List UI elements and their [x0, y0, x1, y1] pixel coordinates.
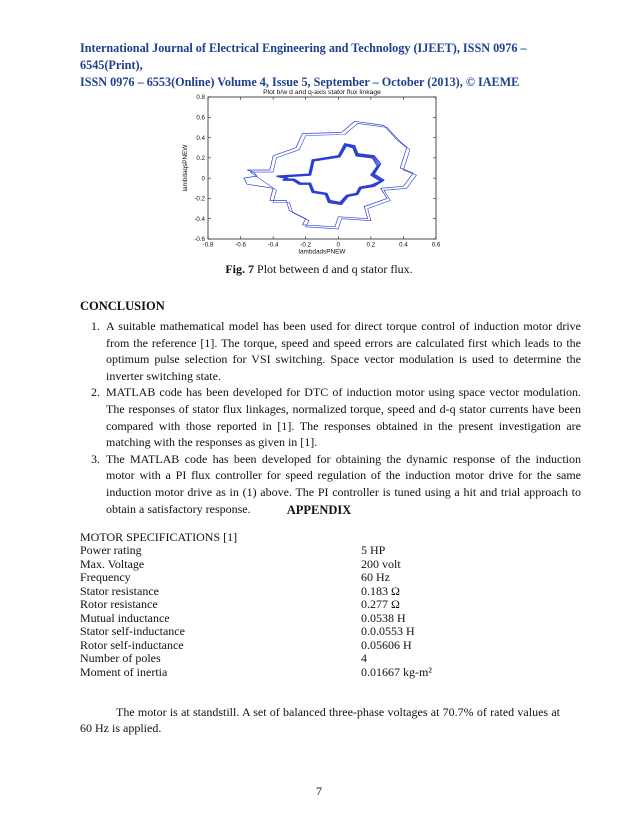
y-tick-label: -0.6	[194, 236, 205, 244]
y-tick-label: -0.2	[194, 195, 205, 203]
spec-value: 0.0538 H	[361, 610, 406, 625]
x-tick-label: -0.8	[202, 241, 214, 249]
x-tick-label: 0.2	[366, 241, 376, 249]
conclusion-item-2: 2. MATLAB code has been developed for DTC of induction motor using space vector modulation. The responses of stator flux linkages, normalized torque, speed and d-q stator currents have been compared with those reported in [1]. The responses obtained in the present investigation are matching with the responses as given in [1].	[103, 384, 581, 450]
spec-value: 5 HP	[361, 543, 386, 557]
spec-row	[80, 639, 560, 653]
appendix-paragraph: The motor is at standstill. A set of balanced three-phase voltages at 70.7% of rated values at 60 Hz is applied.	[80, 705, 560, 735]
figure-caption-text: Plot between d and q stator flux.	[254, 262, 413, 276]
x-tick-label: -0.6	[235, 241, 246, 249]
y-axis-label: lambdaqsPNEW	[182, 144, 189, 192]
spec-row	[80, 598, 560, 612]
spec-value: 200 volt	[361, 556, 401, 571]
spec-row	[80, 666, 560, 680]
spec-name: Max. Voltage	[80, 556, 145, 571]
page-number: 7	[316, 784, 322, 798]
journal-header-line-2: ISSN 0976 – 6553(Online) Volume 4, Issue 5, September – October (2013), © IAEME	[80, 75, 520, 89]
spec-value: 4	[361, 651, 367, 665]
motor-specifications-heading: MOTOR SPECIFICATIONS [1]	[80, 530, 238, 544]
chart-title: Plot b/w d and q-axis stator flux linkage	[263, 89, 381, 96]
spec-value: 0.05606 H	[361, 637, 412, 652]
journal-header	[80, 40, 560, 91]
flux-plot-svg	[178, 85, 448, 257]
spec-name: Stator resistance	[80, 583, 159, 598]
x-axis-label: lambdadsPNEW	[298, 248, 346, 256]
spec-value: 0.183 Ω	[361, 583, 400, 598]
x-tick-label: 0.6	[431, 241, 441, 249]
spec-row	[80, 612, 560, 626]
y-tick-label: 0.8	[196, 94, 205, 102]
conclusion-list	[82, 318, 581, 517]
plot-area	[208, 97, 436, 239]
spec-value: 0.0.0553 H	[361, 624, 415, 638]
x-tick-label: 0	[336, 241, 341, 249]
appendix-heading: APPENDIX	[286, 503, 352, 517]
spec-name: Stator self-inductance	[80, 624, 185, 638]
spec-value: 60 Hz	[361, 570, 390, 584]
flux-plot	[178, 85, 448, 257]
spec-row	[80, 571, 560, 585]
spec-row	[80, 544, 560, 558]
spec-name: Number of poles	[80, 651, 161, 665]
spec-name: Power rating	[80, 543, 142, 557]
x-tick-label: -0.4	[267, 241, 279, 249]
spec-row	[80, 585, 560, 599]
spec-name: Rotor self-inductance	[80, 637, 184, 652]
spec-name: Moment of inertia	[80, 664, 168, 679]
spec-name: Mutual inductance	[80, 610, 170, 625]
spec-row	[80, 625, 560, 639]
x-tick-label: -0.2	[300, 241, 312, 249]
y-tick-label: -0.4	[194, 215, 205, 223]
spec-row	[80, 652, 560, 666]
y-tick-label: 0.4	[196, 134, 205, 142]
spec-name: Frequency	[80, 570, 131, 584]
spec-value: 0.01667 kg-m²	[361, 664, 432, 679]
spec-row	[80, 558, 560, 572]
spec-name: Rotor resistance	[80, 597, 158, 611]
figure-caption	[0, 262, 638, 277]
y-tick-label: 0	[201, 175, 205, 183]
conclusion-item-1: 1. A suitable mathematical model has been used for direct torque control of induction motor drive from the reference [1]. The torque, speed and speed errors are calculated first which leads to the optimum pulse selection for VSI switching. Space vector modulation is used to determine the inverter switching state.	[103, 318, 581, 384]
conclusion-item-3: 3. The MATLAB code has been developed for obtaining the dynamic response of the induction motor with a PI flux controller for speed regulation of the induction motor drive for the same induction motor drive as in (1) above. The PI controller is tuned using a hit and trial approach to obtain a satisfactory response.	[103, 451, 581, 517]
journal-header-line-1: International Journal of Electrical Engineering and Technology (IJEET), ISSN 0976 – 6545(Print),	[80, 41, 527, 72]
y-tick-label: 0.6	[196, 114, 205, 122]
x-tick-label: 0.4	[399, 241, 408, 249]
y-tick-label: 0.2	[196, 155, 205, 163]
motor-spec-table	[80, 544, 560, 679]
conclusion-heading: CONCLUSION	[80, 299, 165, 313]
figure-caption-label: Fig. 7	[225, 262, 255, 276]
spec-value: 0.277 Ω	[361, 597, 400, 611]
